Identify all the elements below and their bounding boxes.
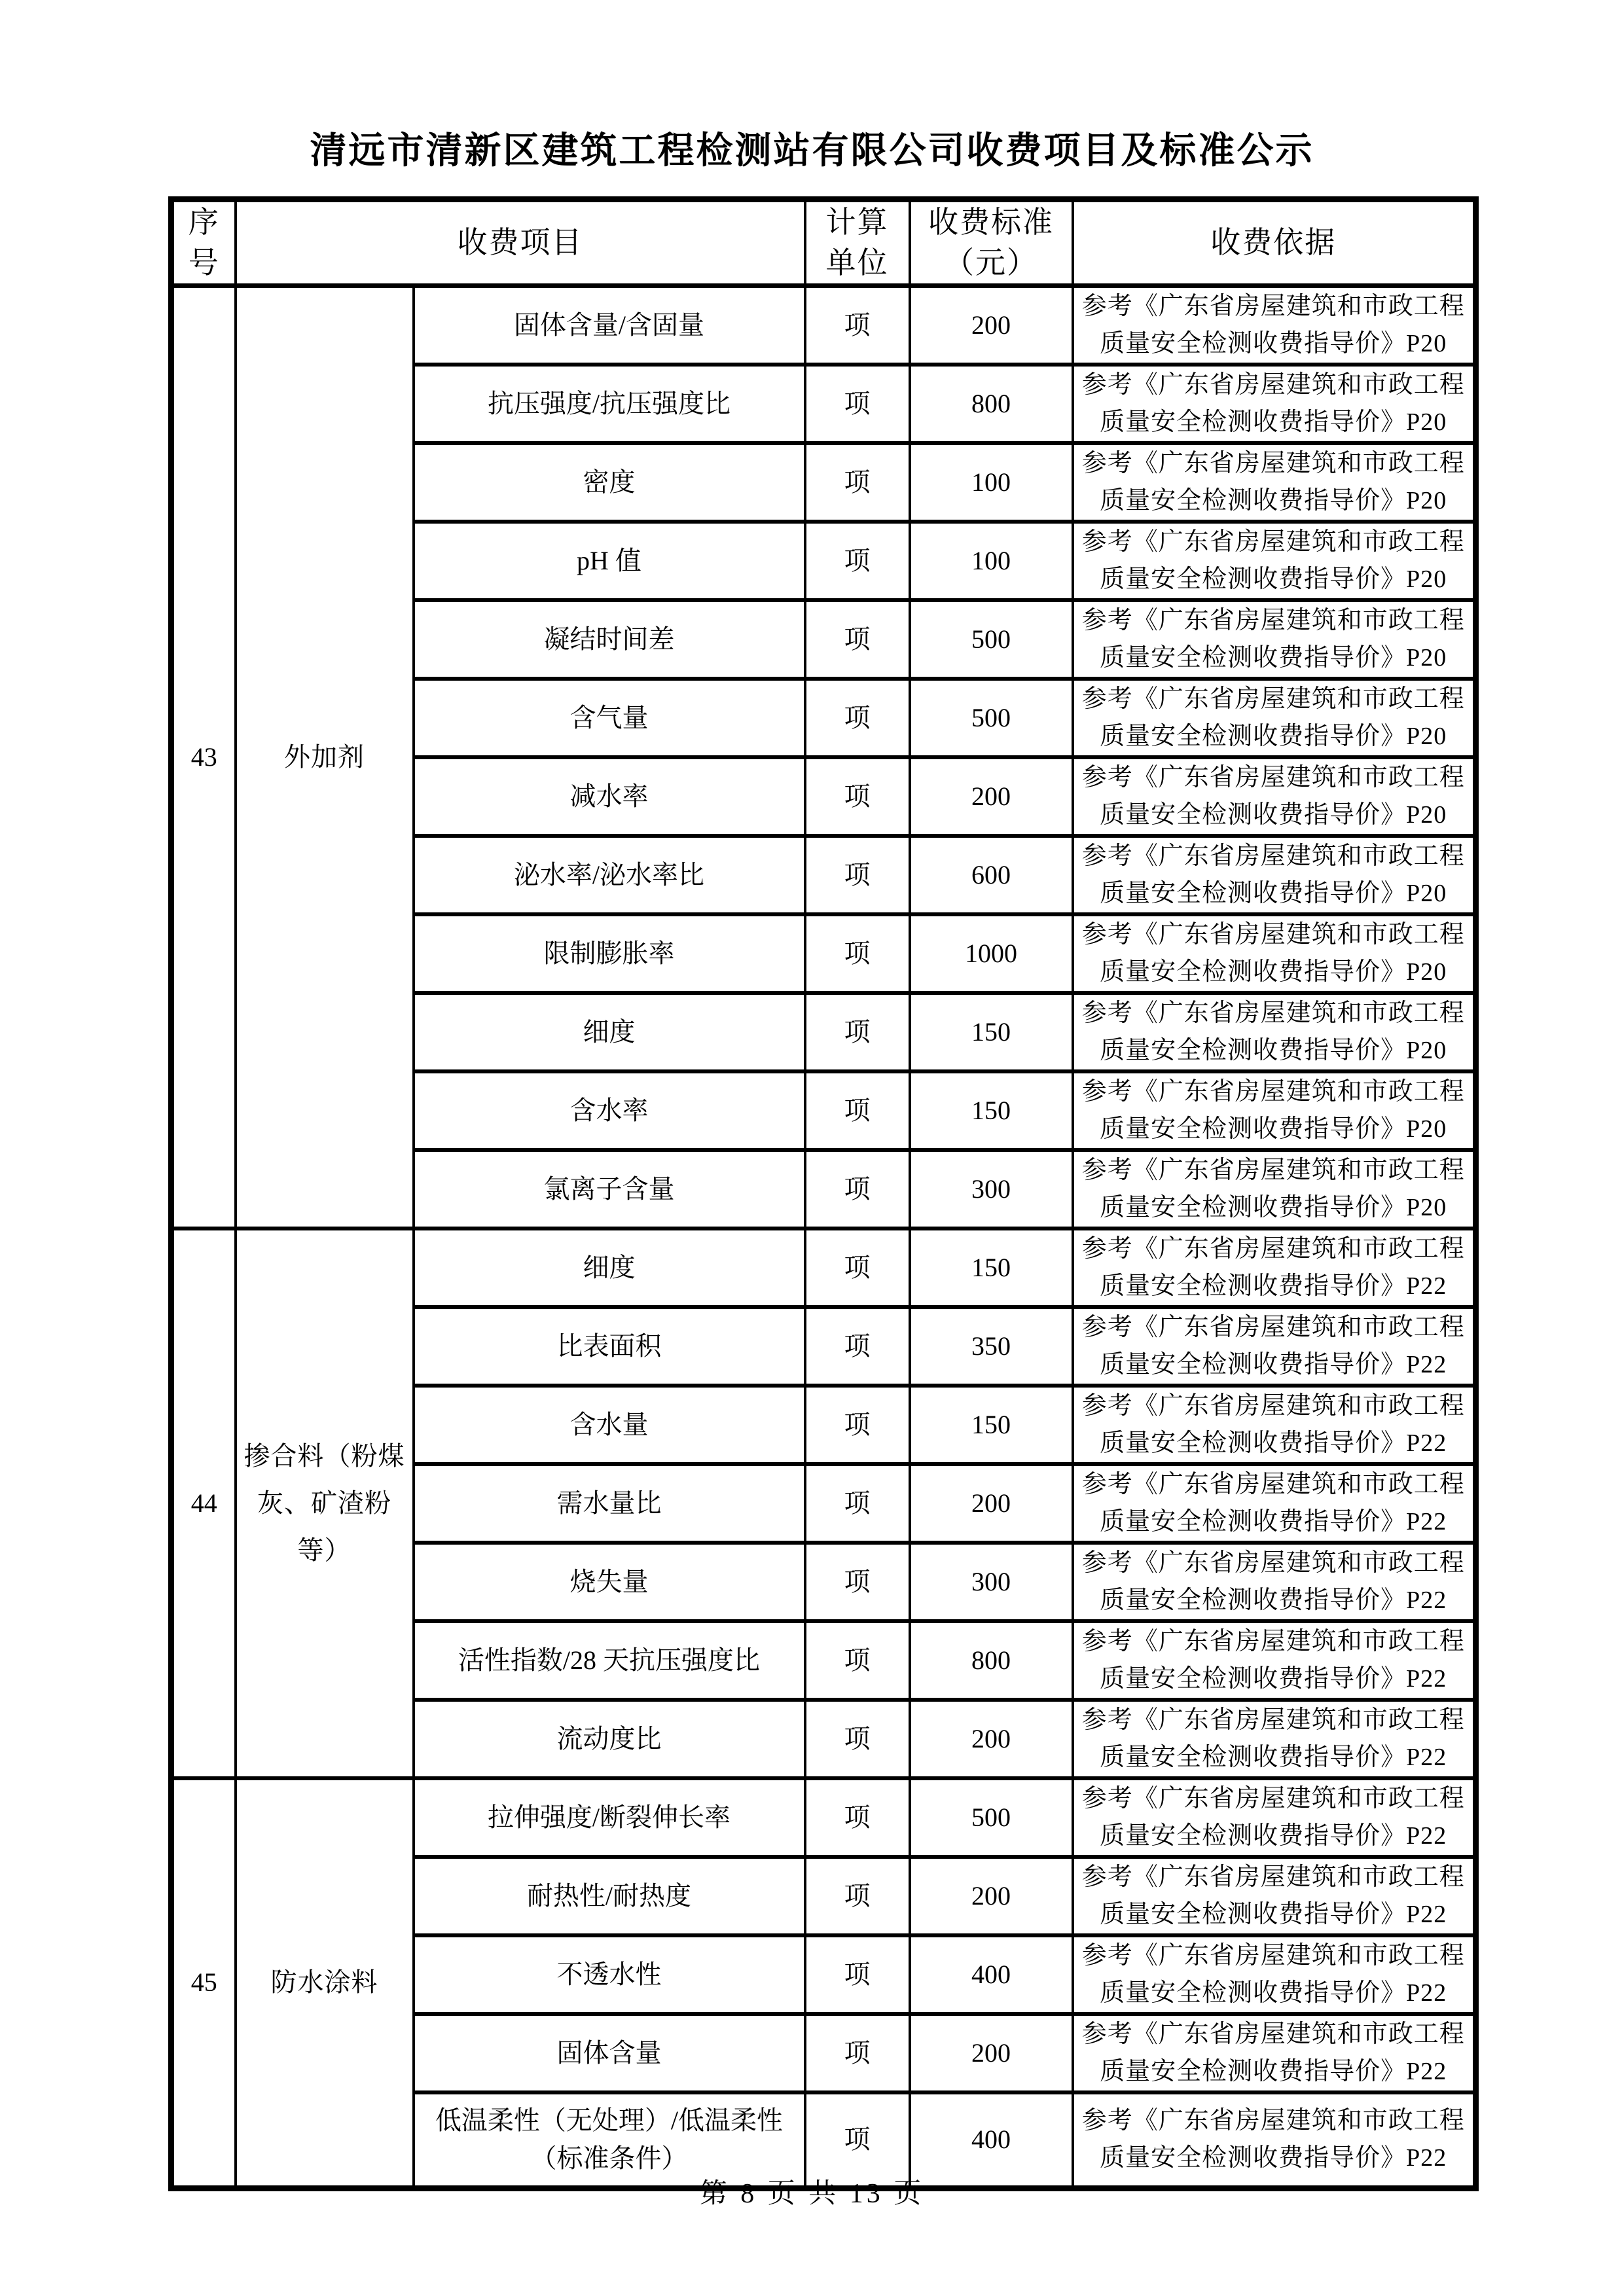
unit-cell: 项	[805, 1935, 910, 2014]
group-category-cell	[236, 1778, 414, 2188]
basis-label: 参考《广东省房屋建筑和市政工程质量安全检测收费指导价》P22	[1081, 2107, 1465, 2172]
fee-cell: 500	[910, 600, 1073, 679]
unit-cell: 项	[805, 1778, 910, 1857]
document-title: 清远市清新区建筑工程检测站有限公司收费项目及标准公示	[310, 131, 1314, 171]
item-label: 流动度比	[556, 1724, 662, 1754]
unit-cell: 项	[805, 1386, 910, 1464]
fee-cell: 350	[910, 1307, 1073, 1386]
unit-cell: 项	[805, 1150, 910, 1229]
basis-label: 参考《广东省房屋建筑和市政工程质量安全检测收费指导价》P22	[1081, 1942, 1465, 2007]
basis-label: 参考《广东省房屋建筑和市政工程质量安全检测收费指导价》P20	[1081, 685, 1465, 751]
item-cell	[414, 1621, 805, 1700]
fee-cell: 150	[910, 1229, 1073, 1307]
basis-cell	[1073, 993, 1476, 1071]
basis-cell	[1073, 1386, 1476, 1464]
basis-label: 参考《广东省房屋建筑和市政工程质量安全检测收费指导价》P20	[1081, 528, 1465, 594]
fee-cell: 400	[910, 1935, 1073, 2014]
table-row	[171, 286, 1476, 365]
item-cell	[414, 1229, 805, 1307]
fee-cell: 800	[910, 365, 1073, 443]
fee-cell: 200	[910, 1464, 1073, 1543]
item-label: 氯离子含量	[543, 1174, 675, 1204]
unit-cell: 项	[805, 522, 910, 600]
fee-cell: 400	[910, 2092, 1073, 2188]
item-label: 固体含量/含固量	[513, 310, 705, 340]
group-number-cell: 43	[171, 286, 236, 1229]
fee-cell: 200	[910, 1700, 1073, 1778]
basis-label: 参考《广东省房屋建筑和市政工程质量安全检测收费指导价》P22	[1081, 1314, 1465, 1379]
unit-cell: 项	[805, 443, 910, 522]
basis-label: 参考《广东省房屋建筑和市政工程质量安全检测收费指导价》P20	[1081, 1157, 1465, 1222]
basis-cell	[1073, 1071, 1476, 1150]
basis-cell	[1073, 1621, 1476, 1700]
basis-label: 参考《广东省房屋建筑和市政工程质量安全检测收费指导价》P20	[1081, 921, 1465, 986]
basis-label: 参考《广东省房屋建筑和市政工程质量安全检测收费指导价》P22	[1081, 1549, 1465, 1615]
item-cell	[414, 600, 805, 679]
item-cell	[414, 1700, 805, 1778]
item-label: 凝结时间差	[543, 624, 675, 655]
unit-cell: 项	[805, 1229, 910, 1307]
basis-label: 参考《广东省房屋建筑和市政工程质量安全检测收费指导价》P20	[1081, 1078, 1465, 1143]
item-label: 含水量	[569, 1410, 649, 1440]
unit-cell: 项	[805, 600, 910, 679]
header-fee-line2: （元）	[944, 246, 1038, 280]
item-cell	[414, 914, 805, 993]
fee-cell: 100	[910, 443, 1073, 522]
item-cell	[414, 365, 805, 443]
unit-cell: 项	[805, 286, 910, 365]
basis-cell	[1073, 1307, 1476, 1386]
item-label: 拉伸强度/断裂伸长率	[487, 1803, 731, 1833]
item-label: 需水量比	[556, 1488, 662, 1518]
header-fee-line1: 收费标准	[928, 206, 1054, 239]
item-label: 活性指数/28 天抗压强度比	[458, 1645, 761, 1676]
basis-label: 参考《广东省房屋建筑和市政工程质量安全检测收费指导价》P22	[1081, 1471, 1465, 1536]
fee-cell: 200	[910, 1857, 1073, 1935]
item-label: 比表面积	[556, 1331, 662, 1361]
basis-label: 参考《广东省房屋建筑和市政工程质量安全检测收费指导价》P22	[1081, 1863, 1465, 1929]
basis-cell	[1073, 836, 1476, 914]
header-no-line2: 号	[188, 246, 220, 280]
item-label: pH 值	[577, 546, 641, 576]
basis-label: 参考《广东省房屋建筑和市政工程质量安全检测收费指导价》P20	[1081, 764, 1465, 829]
unit-cell: 项	[805, 1543, 910, 1621]
fee-cell: 100	[910, 522, 1073, 600]
item-cell	[414, 1935, 805, 2014]
fee-cell: 500	[910, 679, 1073, 757]
item-cell	[414, 1857, 805, 1935]
header-no-cell	[171, 200, 236, 286]
basis-label: 参考《广东省房屋建筑和市政工程质量安全检测收费指导价》P22	[1081, 1235, 1465, 1300]
fee-cell: 1000	[910, 914, 1073, 993]
item-cell	[414, 993, 805, 1071]
group-category-cell	[236, 286, 414, 1229]
item-cell	[414, 757, 805, 836]
fee-cell: 300	[910, 1150, 1073, 1229]
basis-cell	[1073, 365, 1476, 443]
fee-cell: 200	[910, 286, 1073, 365]
basis-cell	[1073, 286, 1476, 365]
group-number-cell: 45	[171, 1778, 236, 2188]
fee-cell: 300	[910, 1543, 1073, 1621]
basis-cell	[1073, 1543, 1476, 1621]
item-cell	[414, 679, 805, 757]
group-category-label: 掺合料（粉煤灰、矿渣粉等）	[244, 1441, 405, 1566]
header-row	[171, 200, 1476, 286]
fee-cell: 200	[910, 2014, 1073, 2092]
item-cell	[414, 522, 805, 600]
group-category-cell	[236, 1229, 414, 1778]
item-cell	[414, 1386, 805, 1464]
unit-cell: 项	[805, 1464, 910, 1543]
group-category-label: 外加剂	[284, 742, 365, 772]
basis-cell	[1073, 1700, 1476, 1778]
item-cell	[414, 836, 805, 914]
item-cell	[414, 1464, 805, 1543]
unit-cell: 项	[805, 679, 910, 757]
item-label: 不透水性	[556, 1960, 662, 1990]
item-label: 细度	[583, 1253, 636, 1283]
basis-cell	[1073, 679, 1476, 757]
unit-cell: 项	[805, 2092, 910, 2188]
unit-cell: 项	[805, 1307, 910, 1386]
fee-schedule-table	[168, 196, 1479, 2191]
item-cell	[414, 1543, 805, 1621]
item-label: 耐热性/耐热度	[526, 1881, 692, 1911]
table-header	[171, 200, 1476, 286]
unit-cell: 项	[805, 1621, 910, 1700]
item-label: 含气量	[569, 703, 649, 733]
table-row	[171, 1778, 1476, 1857]
item-label: 固体含量	[556, 2038, 662, 2068]
item-cell	[414, 1307, 805, 1386]
basis-label: 参考《广东省房屋建筑和市政工程质量安全检测收费指导价》P20	[1081, 371, 1465, 437]
header-unit-line2: 单位	[825, 246, 889, 280]
header-no-line1: 序	[188, 206, 220, 239]
item-cell	[414, 443, 805, 522]
item-cell	[414, 286, 805, 365]
header-fee-cell	[910, 200, 1073, 286]
basis-cell	[1073, 757, 1476, 836]
basis-label: 参考《广东省房屋建筑和市政工程质量安全检测收费指导价》P20	[1081, 607, 1465, 672]
basis-cell	[1073, 1150, 1476, 1229]
item-cell	[414, 1071, 805, 1150]
item-label: 减水率	[569, 781, 649, 812]
fee-cell: 200	[910, 757, 1073, 836]
unit-cell: 项	[805, 836, 910, 914]
unit-cell: 项	[805, 757, 910, 836]
basis-cell	[1073, 1464, 1476, 1543]
table-body	[171, 286, 1476, 2189]
item-cell	[414, 2014, 805, 2092]
basis-cell	[1073, 2014, 1476, 2092]
unit-cell: 项	[805, 1071, 910, 1150]
item-label: 限制膨胀率	[543, 939, 675, 969]
unit-cell: 项	[805, 914, 910, 993]
basis-cell	[1073, 600, 1476, 679]
basis-label: 参考《广东省房屋建筑和市政工程质量安全检测收费指导价》P20	[1081, 842, 1465, 908]
basis-cell	[1073, 522, 1476, 600]
item-label: 含水率	[569, 1096, 649, 1126]
basis-label: 参考《广东省房屋建筑和市政工程质量安全检测收费指导价》P20	[1081, 999, 1465, 1065]
table-row	[171, 1229, 1476, 1307]
group-category-label: 防水涂料	[270, 1967, 378, 1998]
basis-label: 参考《广东省房屋建筑和市政工程质量安全检测收费指导价》P22	[1081, 1785, 1465, 1850]
fee-cell: 500	[910, 1778, 1073, 1857]
basis-label: 参考《广东省房屋建筑和市政工程质量安全检测收费指导价》P22	[1081, 1392, 1465, 1458]
group-number-cell: 44	[171, 1229, 236, 1778]
basis-cell	[1073, 1229, 1476, 1307]
fee-cell: 150	[910, 1071, 1073, 1150]
page-footer: 第 8 页 共 13 页	[699, 2179, 925, 2209]
basis-label: 参考《广东省房屋建筑和市政工程质量安全检测收费指导价》P20	[1081, 293, 1465, 358]
fee-cell: 150	[910, 993, 1073, 1071]
fee-cell: 600	[910, 836, 1073, 914]
item-label: 密度	[583, 467, 636, 497]
header-unit-line1: 计算	[825, 206, 889, 239]
basis-label: 参考《广东省房屋建筑和市政工程质量安全检测收费指导价》P20	[1081, 450, 1465, 515]
item-cell	[414, 1150, 805, 1229]
unit-cell: 项	[805, 365, 910, 443]
basis-cell	[1073, 914, 1476, 993]
basis-cell	[1073, 1935, 1476, 2014]
basis-cell	[1073, 1857, 1476, 1935]
header-unit-cell	[805, 200, 910, 286]
item-label: 细度	[583, 1017, 636, 1047]
unit-cell: 项	[805, 1700, 910, 1778]
unit-cell: 项	[805, 1857, 910, 1935]
basis-label: 参考《广东省房屋建筑和市政工程质量安全检测收费指导价》P22	[1081, 1706, 1465, 1772]
item-cell	[414, 1778, 805, 1857]
basis-label: 参考《广东省房屋建筑和市政工程质量安全检测收费指导价》P22	[1081, 2020, 1465, 2086]
unit-cell: 项	[805, 993, 910, 1071]
fee-cell: 150	[910, 1386, 1073, 1464]
unit-cell: 项	[805, 2014, 910, 2092]
basis-cell	[1073, 1778, 1476, 1857]
fee-cell: 800	[910, 1621, 1073, 1700]
item-label: 烧失量	[569, 1567, 649, 1597]
item-label: 泌水率/泌水率比	[513, 860, 705, 890]
header-basis-cell: 收费依据	[1073, 200, 1476, 286]
header-item-cell: 收费项目	[236, 200, 805, 286]
item-label: 抗压强度/抗压强度比	[487, 389, 731, 419]
basis-cell	[1073, 443, 1476, 522]
basis-label: 参考《广东省房屋建筑和市政工程质量安全检测收费指导价》P22	[1081, 1628, 1465, 1693]
item-label: 低温柔性（无处理）/低温柔性（标准条件）	[435, 2106, 784, 2174]
